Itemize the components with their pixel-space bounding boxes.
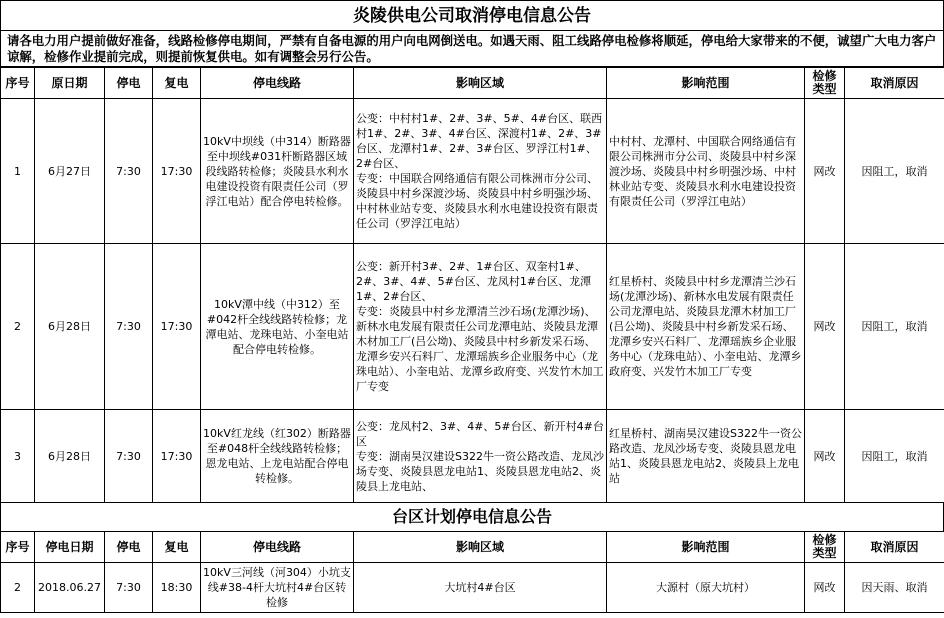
notice-paragraph: 请各电力用户提前做好准备，线路检修停电期间，严禁有自备电源的用户向电网倒送电。如遇天雨、阻工线路停电检修将顺延，停电给大家带来的不便，诚望广大电力客户谅解，检修作业提前完成，则提前恢复供电。如有调整会另行公告。 [0, 30, 944, 67]
header-reason: 取消原因 [845, 532, 944, 563]
row-scope: 红星桥村、湖南昊汉建设S322牛一资公路改造、龙凤沙场专变、炎陵县恩龙电站1、炎陵县恩龙电站2、炎陵县上龙电站 [607, 410, 805, 503]
header-reason: 取消原因 [845, 68, 944, 99]
header-area: 影响区域 [354, 532, 607, 563]
row-type: 网改 [805, 244, 845, 410]
header-scope: 影响范围 [607, 68, 805, 99]
cancel-outage-table [0, 67, 944, 503]
row-type: 网改 [805, 563, 845, 613]
header-line: 停电线路 [201, 68, 354, 99]
row-type: 网改 [805, 410, 845, 503]
row-no: 1 [1, 99, 35, 244]
table-header-row [1, 532, 944, 563]
row-reason: 因阻工，取消 [845, 99, 944, 244]
row-on: 17:30 [153, 244, 201, 410]
row-reason: 因阻工，取消 [845, 410, 944, 503]
table-row [1, 244, 944, 410]
header-no: 序号 [1, 68, 35, 99]
row-date: 2018.06.27 [35, 563, 105, 613]
planned-outage-table [0, 531, 944, 613]
row-line: 10kV红龙线（红302）断路器至#048杆全线线路转检修；恩龙电站、上龙电站配合停电转检修。 [201, 410, 354, 503]
row-reason: 因阻工，取消 [845, 244, 944, 410]
header-type: 检修类型 [805, 68, 845, 99]
header-no: 序号 [1, 532, 35, 563]
row-type: 网改 [805, 99, 845, 244]
row-off: 7:30 [105, 410, 153, 503]
header-type: 检修类型 [805, 532, 845, 563]
row-line: 10kV潭中线（中312）至#042杆全线线路转检修；龙潭电站、龙珠电站、小奎电站配合停电转检修。 [201, 244, 354, 410]
header-on: 复电 [153, 68, 201, 99]
row-off: 7:30 [105, 563, 153, 613]
table-header-row [1, 68, 944, 99]
row-area: 公变：新开村3#、2#、1#台区、双奎村1#、2#、3#、4#、5#台区、龙凤村1#台区、龙潭1#、2#台区、 专变：炎陵县中村乡龙潭清兰沙石场(龙潭沙场)、新林水电发展有限责任公司龙潭电站、炎陵县龙潭木材加工厂(吕公坳)、炎陵县中村乡新发采石场、龙潭乡安兴石料厂、龙潭瑶族乡企业服务中心（龙珠电站）、小奎电站、龙潭乡政府变、兴发竹木加工厂专变 [354, 244, 607, 410]
table-row [1, 410, 944, 503]
table-row [1, 99, 944, 244]
row-on: 17:30 [153, 410, 201, 503]
row-area: 公变：龙凤村2、3#、4#、5#台区、新开村4#台区 专变：湖南昊汉建设S322牛一资公路改造、龙凤沙场专变、炎陵县恩龙电站1、炎陵县恩龙电站2、炎陵县上龙电站、 [354, 410, 607, 503]
row-scope: 红星桥村、炎陵县中村乡龙潭清兰沙石场(龙潭沙场)、新林水电发展有限责任公司龙潭电站、炎陵县龙潭木材加工厂(吕公坳)、炎陵县中村乡新发采石场、龙潭乡安兴石料厂、龙潭瑶族乡企业服务中心（龙珠电站）、小奎电站、龙潭乡政府变、兴发竹木加工厂专变 [607, 244, 805, 410]
row-on: 18:30 [153, 563, 201, 613]
page-title: 炎陵供电公司取消停电信息公告 [0, 0, 944, 30]
row-scope: 中村村、龙潭村、中国联合网络通信有限公司株洲市分公司、炎陵县中村乡深渡沙场、炎陵县中村乡明强沙场、中村林业站专变、炎陵县水利水电建设投资有限责任公司（罗浮江电站） [607, 99, 805, 244]
row-area: 公变：中村村1#、2#、3#、5#、4#台区、联西村1#、2#、3#、4#台区、深渡村1#、2#、3#台区、龙潭村1#、2#、3#台区、罗浮江村1#、2#台区、 专变：中国联合网络通信有限公司株洲市分公司、炎陵县中村乡深渡沙场、炎陵县中村乡明强沙场、中村林业站专变、炎陵县水利水电建设投资有限责任公司（罗浮江电站） [354, 99, 607, 244]
section-title: 台区计划停电信息公告 [0, 503, 944, 531]
table-row [1, 563, 944, 613]
row-area: 大坑村4#台区 [354, 563, 607, 613]
row-line: 10kV中坝线（中314）断路器至中坝线#031杆断路器区域段线路转检修；炎陵县水利水电建设投资有限责任公司（罗浮江电站）配合停电转检修。 [201, 99, 354, 244]
row-date: 6月28日 [35, 244, 105, 410]
row-off: 7:30 [105, 244, 153, 410]
row-no: 3 [1, 410, 35, 503]
row-date: 6月28日 [35, 410, 105, 503]
row-line: 10kV三河线（河304）小坑支线#38-4杆大坑村4#台区转检修 [201, 563, 354, 613]
header-area: 影响区域 [354, 68, 607, 99]
header-line: 停电线路 [201, 532, 354, 563]
row-no: 2 [1, 244, 35, 410]
header-off: 停电 [105, 532, 153, 563]
row-no: 2 [1, 563, 35, 613]
row-scope: 大源村（原大坑村） [607, 563, 805, 613]
header-scope: 影响范围 [607, 532, 805, 563]
row-on: 17:30 [153, 99, 201, 244]
header-off: 停电 [105, 68, 153, 99]
header-on: 复电 [153, 532, 201, 563]
row-reason: 因天雨、取消 [845, 563, 944, 613]
row-date: 6月27日 [35, 99, 105, 244]
row-off: 7:30 [105, 99, 153, 244]
header-date: 原日期 [35, 68, 105, 99]
header-date: 停电日期 [35, 532, 105, 563]
